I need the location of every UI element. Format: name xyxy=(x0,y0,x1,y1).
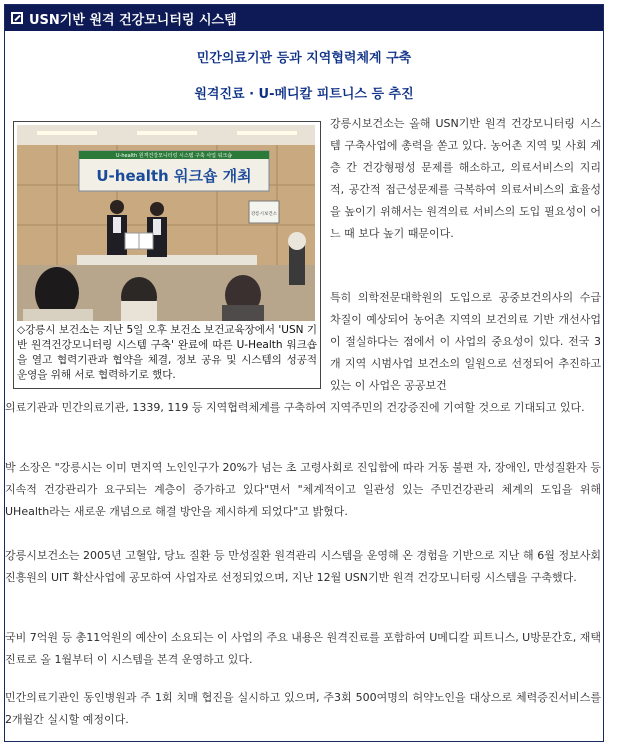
paragraph-3-text: 박 소장은 "강릉시는 이미 면지역 노인인구가 20%가 넘는 초 고령사회로 진입함에 따라 거동 불편 자, 장애인, 만성질환자 등 지속적 건강관리가 요구되는 계층이 증가하고 있다"면서 "체계적이고 일관성 있는 주민건강관리 체계의 도입을 위해 UHealth라는 새로운 개념으로 해결 방안을 제시하게 되었다"고 밝혔다. xyxy=(5,461,601,518)
photo-with-caption xyxy=(13,121,321,389)
paragraph-3 xyxy=(5,457,601,523)
headline-primary: 민간의료기관 등과 지역협력체계 구축 xyxy=(196,51,412,66)
workshop-photo-illustration xyxy=(17,125,315,321)
paragraph-5 xyxy=(5,627,601,671)
photo-caption: ◇강릉시 보건소는 지난 5일 오후 보건소 보건교육장에서 'USN 기반 원격건강모니터링 시스템 구축' 완료에 따른 U-Health 워크숍을 열고 협력기관과 협약을 체결, 정보 공유 및 시스템의 성공적 운영을 위해 서로 협력하기로 했다. xyxy=(17,324,317,381)
article-frame xyxy=(4,4,604,742)
section-title-bar xyxy=(5,5,603,31)
paragraph-4 xyxy=(5,545,601,589)
paragraph-1 xyxy=(330,113,601,245)
checkbox-icon xyxy=(11,12,23,24)
paragraph-6 xyxy=(5,687,601,731)
paragraph-2-bottom xyxy=(5,397,601,419)
paragraph-5-text: 국비 7억원 등 총11억원의 예산이 소요되는 이 사업의 주요 내용은 원격진료를 포함하여 U메디칼 피트니스, U방문간호, 재택진료로 올 1월부터 이 시스템을 본격 운영하고 있다. xyxy=(5,631,601,666)
paragraph-4-text: 강릉시보건소는 2005년 고혈압, 당뇨 질환 등 만성질환 원격관리 시스템을 운영해 온 경험을 기반으로 지난 해 6월 정보사회진흥원의 UIT 확산사업에 공모하여 사업자로 선정되었으며, 지난 12월 USN기반 원격 건강모니터링 시스템을 구축했다. xyxy=(5,549,601,584)
banner-main-text: U-health 워크숍 개최 xyxy=(96,167,252,185)
paragraph-2b-text: 의료기관과 민간의료기관, 1339, 119 등 지역협력체계를 구축하여 지역주민의 건강증진에 기여할 것으로 기대되고 있다. xyxy=(5,401,585,414)
paragraph-6-text: 민간의료기관인 동인병원과 주 1회 치매 협진을 실시하고 있으며, 주3회 500여명의 허약노인을 대상으로 체력증진서비스를 2개월간 실시할 예정이다. xyxy=(5,691,601,726)
banner-small-text: U-health 원격건강모니터링 시스템 구축 사업 워크숍 xyxy=(115,153,233,159)
paragraph-1-text: 강릉시보건소는 올해 USN기반 원격 건강모니터링 시스템 구축사업에 총력을 쏟고 있다. 농어촌 지역 및 사회 계층 간 건강형평성 문제를 해소하고, 의료서비스의 지리적, 공간적 접근성문제를 극복하여 의료서비스의 효율성을 높이기 위해서는 원격의료 서비스의 도입 필요성이 어느 때 보다 높기 때문이다. xyxy=(330,117,601,240)
section-title: USN기반 원격 건강모니터링 시스템 xyxy=(29,12,237,28)
workshop-photo xyxy=(17,125,315,321)
paragraph-2a-text: 특히 의학전문대학원의 도입으로 공중보건의사의 수급 차질이 예상되어 농어촌 지역의 보건의료 기반 개선사업이 절실하다는 점에서 이 사업의 중요성이 있다. 전국 3개 지역 시범사업 보건소의 일원으로 선정되어 추진하고 있는 이 사업은 공공보건 xyxy=(330,291,601,392)
paragraph-2-top xyxy=(330,287,601,397)
wall-sign-text: 강릉시보건소 xyxy=(250,212,278,217)
headline-secondary: 원격진료 · U-메디칼 피트니스 등 추진 xyxy=(194,87,414,102)
